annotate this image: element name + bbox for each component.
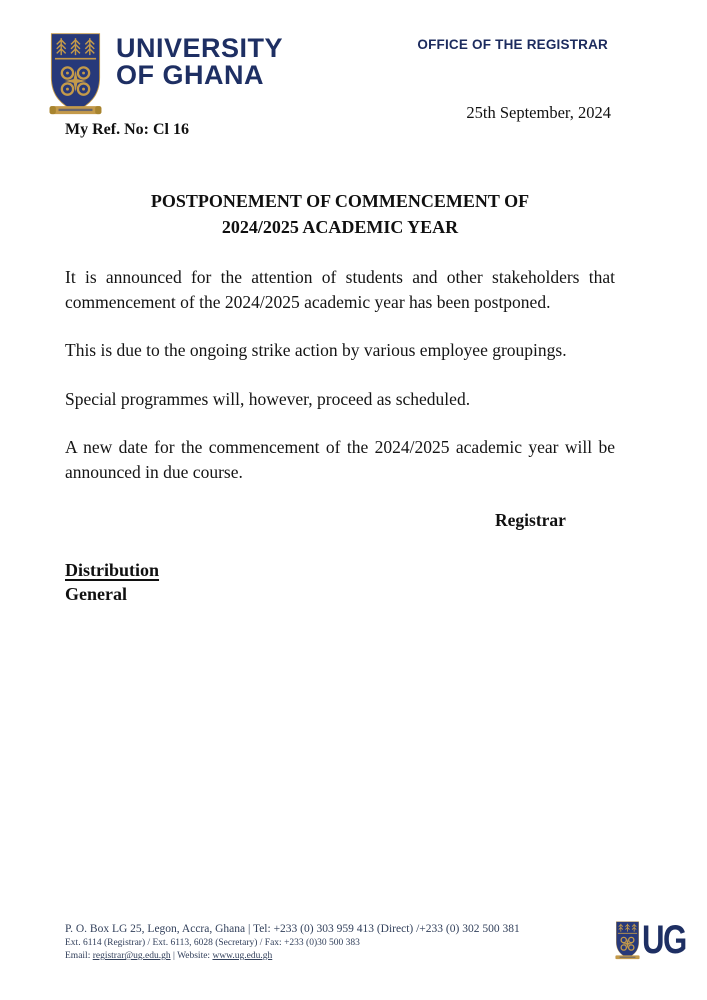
distribution-value: General	[65, 583, 127, 604]
email-label: Email:	[65, 951, 93, 961]
footer-ext-fax: Ext. 6114 (Registrar) / Ext. 6113, 6028 (Secretary) / Fax: +233 (0)30 500 383	[65, 938, 360, 948]
university-wordmark	[116, 35, 283, 89]
office-title: OFFICE OF THE REGISTRAR	[417, 37, 608, 52]
signature-registrar: Registrar	[495, 510, 566, 530]
paragraph-special-programmes: Special programmes will, however, proceed as scheduled.	[65, 388, 471, 409]
letter-title-line2: 2024/2025 ACADEMIC YEAR	[221, 217, 459, 237]
university-crest-icon	[47, 31, 104, 115]
university-name-line2: OF GHANA	[116, 60, 264, 90]
paragraph-announcement: It is announced for the attention of students and other stakeholders that commencement of the 2024/2025 academic year has been postponed.	[65, 267, 615, 312]
footer-contact-block	[65, 922, 625, 962]
distribution-label: Distribution	[65, 559, 160, 580]
footer-crest-icon	[615, 920, 640, 960]
footer-ug-logo	[615, 920, 698, 960]
university-name-line1: UNIVERSITY	[116, 33, 284, 63]
reference-number: My Ref. No: Cl 16	[65, 121, 189, 138]
website-label: Website:	[177, 951, 213, 961]
email-link[interactable]: registrar@ug.edu.gh	[92, 951, 171, 961]
letter-title	[65, 188, 615, 240]
distribution-section	[65, 558, 615, 606]
footer-ug-text: UG	[642, 918, 686, 962]
paragraph-reason: This is due to the ongoing strike action by various employee groupings.	[65, 340, 567, 360]
letter-title-line1: POSTPONEMENT OF COMMENCEMENT OF	[150, 191, 530, 211]
footer-separator: |	[170, 951, 178, 961]
letter-body	[65, 188, 615, 606]
footer-email-website	[65, 950, 625, 962]
footer-address-tel: P. O. Box LG 25, Legon, Accra, Ghana | Tel: +233 (0) 303 959 413 (Direct) /+233 (0) 302 500 381	[65, 923, 520, 935]
paragraph-new-date: A new date for the commencement of the 2024/2025 academic year will be announced in due course.	[65, 437, 615, 482]
letter-date: 25th September, 2024	[466, 103, 611, 122]
website-link[interactable]: www.ug.edu.gh	[212, 951, 273, 961]
university-logo	[47, 31, 283, 115]
